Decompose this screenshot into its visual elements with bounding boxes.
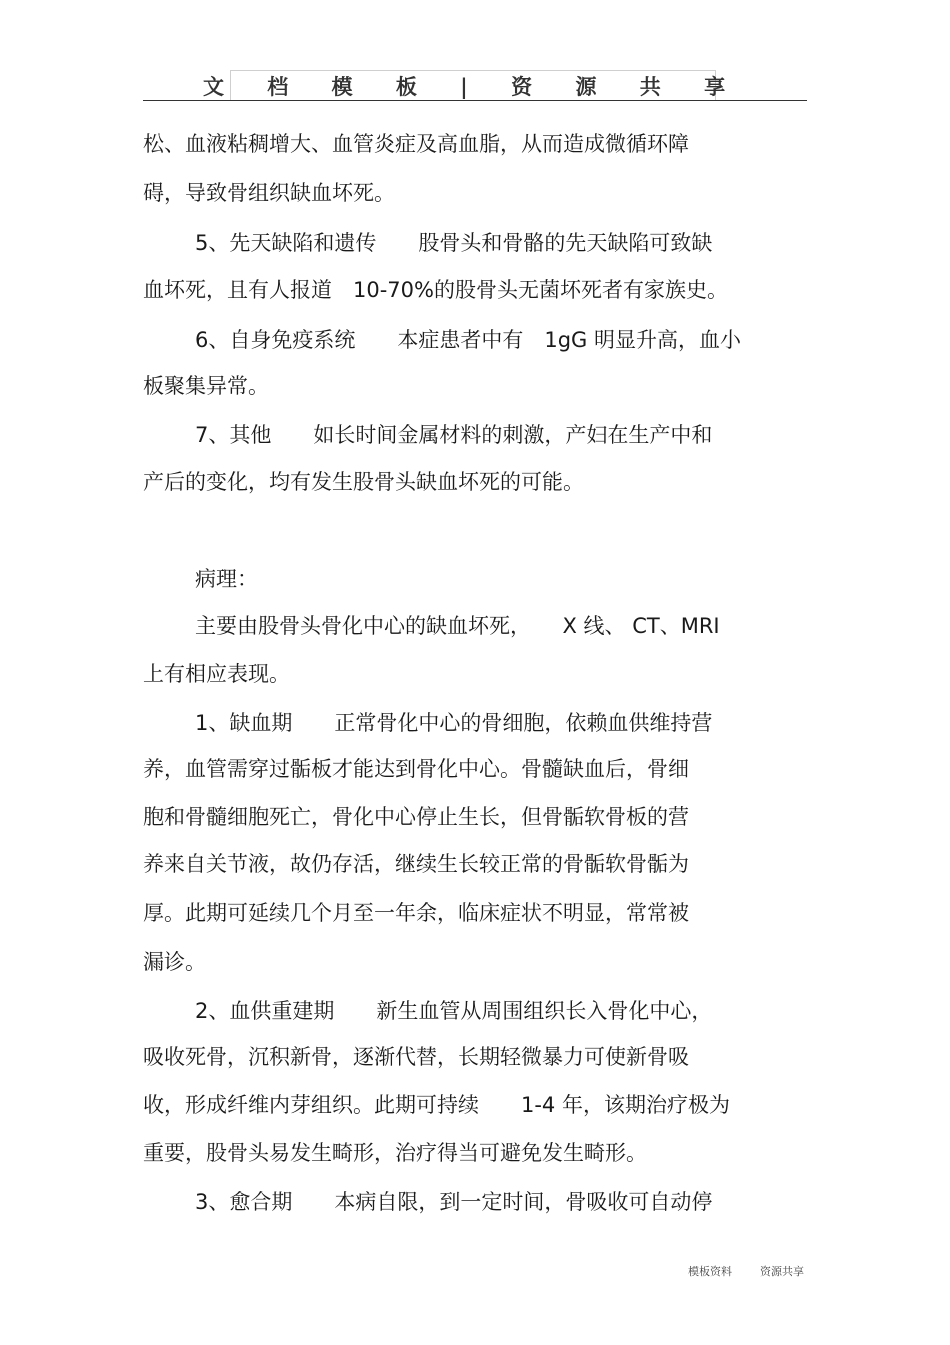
footer-left-text: 模板资料	[688, 1265, 732, 1278]
body-line: 7、其他 如长时间金属材料的刺激，产妇在生产中和	[195, 423, 713, 447]
body-line: 板聚集异常。	[143, 374, 269, 398]
page-footer	[681, 1250, 804, 1279]
body-line: 上有相应表现。	[143, 662, 290, 686]
body-line: 碍，导致骨组织缺血坏死。	[143, 181, 395, 205]
body-line: 胞和骨髓细胞死亡，骨化中心停止生长，但骨骺软骨板的营	[143, 805, 689, 829]
body-line: 3、愈合期 本病自限，到一定时间，骨吸收可自动停	[195, 1190, 713, 1214]
document-header-title: 文 档 模 板 | 资 源 共 享	[230, 70, 716, 100]
body-line: 厚。此期可延续几个月至一年余，临床症状不明显，常常被	[143, 901, 689, 925]
body-line: 2、血供重建期 新生血管从周围组织长入骨化中心，	[195, 999, 713, 1023]
header-rule	[143, 100, 807, 101]
body-line: 主要由股骨头骨化中心的缺血坏死， X 线、 CT、MRI	[195, 614, 720, 638]
body-line: 重要，股骨头易发生畸形，治疗得当可避免发生畸形。	[143, 1141, 647, 1165]
body-line: 收，形成纤维内芽组织。此期可持续 1-4 年，该期治疗极为	[143, 1093, 730, 1117]
body-line: 血坏死，且有人报道 10-70%的股骨头无菌坏死者有家族史。	[143, 278, 728, 302]
body-line: 松、血液粘稠增大、血管炎症及高血脂，从而造成微循环障	[143, 132, 689, 156]
body-line: 养，血管需穿过骺板才能达到骨化中心。骨髓缺血后，骨细	[143, 757, 689, 781]
body-line: 1、缺血期 正常骨化中心的骨细胞，依赖血供维持营	[195, 711, 713, 735]
body-line: 吸收死骨，沉积新骨，逐渐代替，长期轻微暴力可使新骨吸	[143, 1045, 689, 1069]
body-line: 5、先天缺陷和遗传 股骨头和骨骼的先天缺陷可致缺	[195, 231, 713, 255]
body-line: 漏诊。	[143, 950, 206, 974]
footer-right-text: 资源共享	[760, 1265, 804, 1278]
section-heading: 病理：	[195, 567, 258, 591]
body-line: 养来自关节液，故仍存活，继续生长较正常的骨骺软骨骺为	[143, 852, 689, 876]
body-line: 6、自身免疫系统 本症患者中有 1gG 明显升高，血小	[195, 328, 741, 352]
body-line: 产后的变化，均有发生股骨头缺血坏死的可能。	[143, 470, 584, 494]
